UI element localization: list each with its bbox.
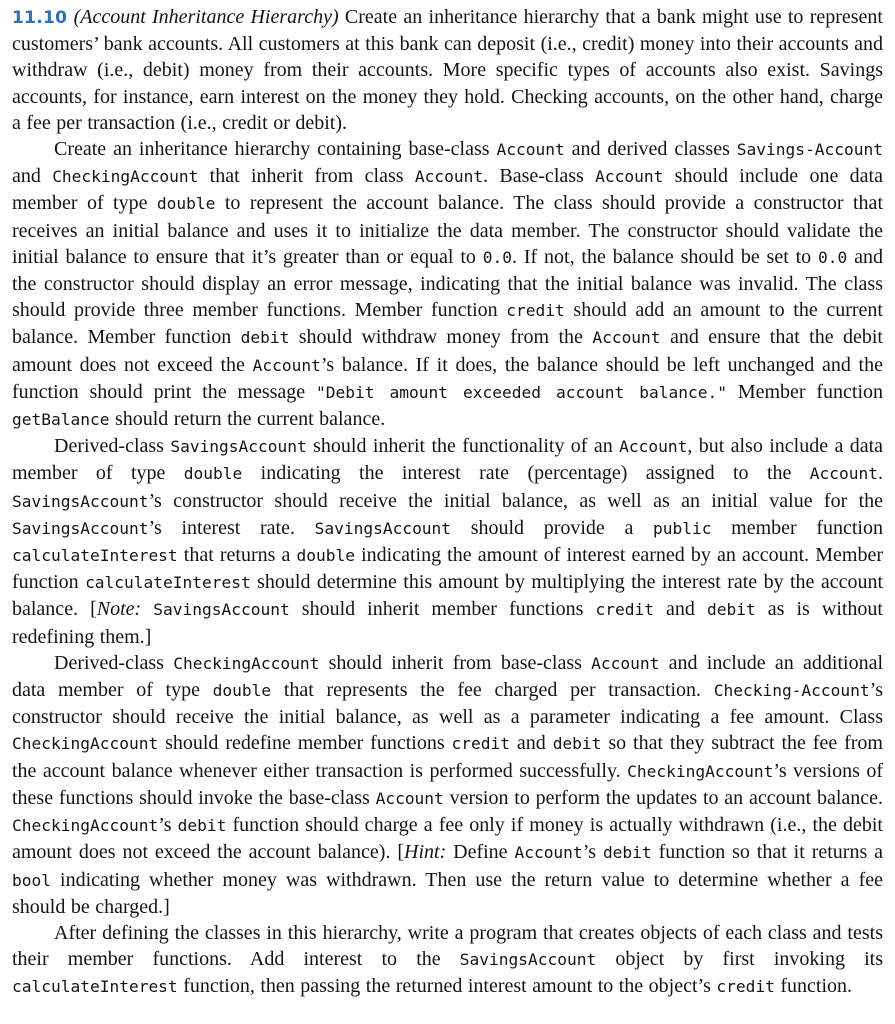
checking-account-paragraph: Derived-class CheckingAccount should inherit from base-class Account and include an additional data member of type double that represents the fee charged per transaction. Checking-Account’s constructor should receive the initial balance, as well as a parameter indicating a fee amount. Class CheckingAccount should redefine member functions credit and debit so that they subtract the fee from the account balance whenever either transaction is performed successfully. CheckingAccount’s versions of these functions should invoke the base-class Account version to perform the updates to an account balance. CheckingAccount’s debit function should charge a fee only if money is actually withdrawn (i.e., the debit amount does not exceed the account balance). [Hint: Define Account’s debit function so that it returns a bool indicating whether money was withdrawn. Then use the return value to determine whether a fee should be charged.] <box>12 651 884 918</box>
hint-label: Hint: <box>404 841 447 864</box>
savings-account-paragraph: Derived-class SavingsAccount should inherit the functionality of an Account, but also include a data member of type double indicating the interest rate (percentage) assigned to the Account. SavingsAccount’s constructor should receive the initial balance, as well as an initial value for the SavingsAccount’s interest rate. SavingsAccount should provide a public member function calculateInterest that returns a double indicating the amount of interest earned by an account. Member function calculateInterest should determine this amount by multiplying the interest rate by the account balance. [Note: SavingsAccount should inherit member functions credit and debit as is without redefining them.] <box>12 435 884 648</box>
test-program-paragraph: After defining the classes in this hierarchy, write a program that creates objects of each class and tests their member functions. Add interest to the SavingsAccount object by first invoking its calculateInterest function, then passing the returned interest amount to the object’s credit function. <box>12 921 883 998</box>
exercise-number: 11.10 <box>12 8 68 28</box>
account-base-class-paragraph: Create an inheritance hierarchy containing base-class Account and derived classes Savings-Account and CheckingAccount that inherit from class Account. Base-class Account should include one data member of type double to represent the account balance. The class should provide a constructor that receives an initial balance and uses it to initialize the data member. The constructor should validate the initial balance to ensure that it’s greater than or equal to 0.0. If not, the balance should be set to 0.0 and the constructor should display an error message, indicating that the initial balance was invalid. The class should provide three member functions. Member function credit should add an amount to the current balance. Member function debit should withdraw money from the Account and ensure that the debit amount does not exceed the Account’s balance. If it does, the balance should be left unchanged and the function should print the message "Debit amount exceeded account balance." Member function getBalance should return the current balance. <box>12 138 884 431</box>
exercise-title: (Account Inheritance Hierarchy) <box>73 6 339 28</box>
note-label: Note: <box>96 598 142 621</box>
exercise-intro-paragraph: 11.10 (Account Inheritance Hierarchy) Create an inheritance hierarchy that a bank might use to represent customers’ bank accounts. All customers at this bank can deposit (i.e., credit) money into their accounts and withdraw (i.e., debit) money from their accounts. More specific types of accounts also exist. Savings accounts, for instance, earn interest on the money they hold. Checking accounts, on the other hand, charge a fee per transaction (i.e., credit or debit). <box>12 6 883 134</box>
